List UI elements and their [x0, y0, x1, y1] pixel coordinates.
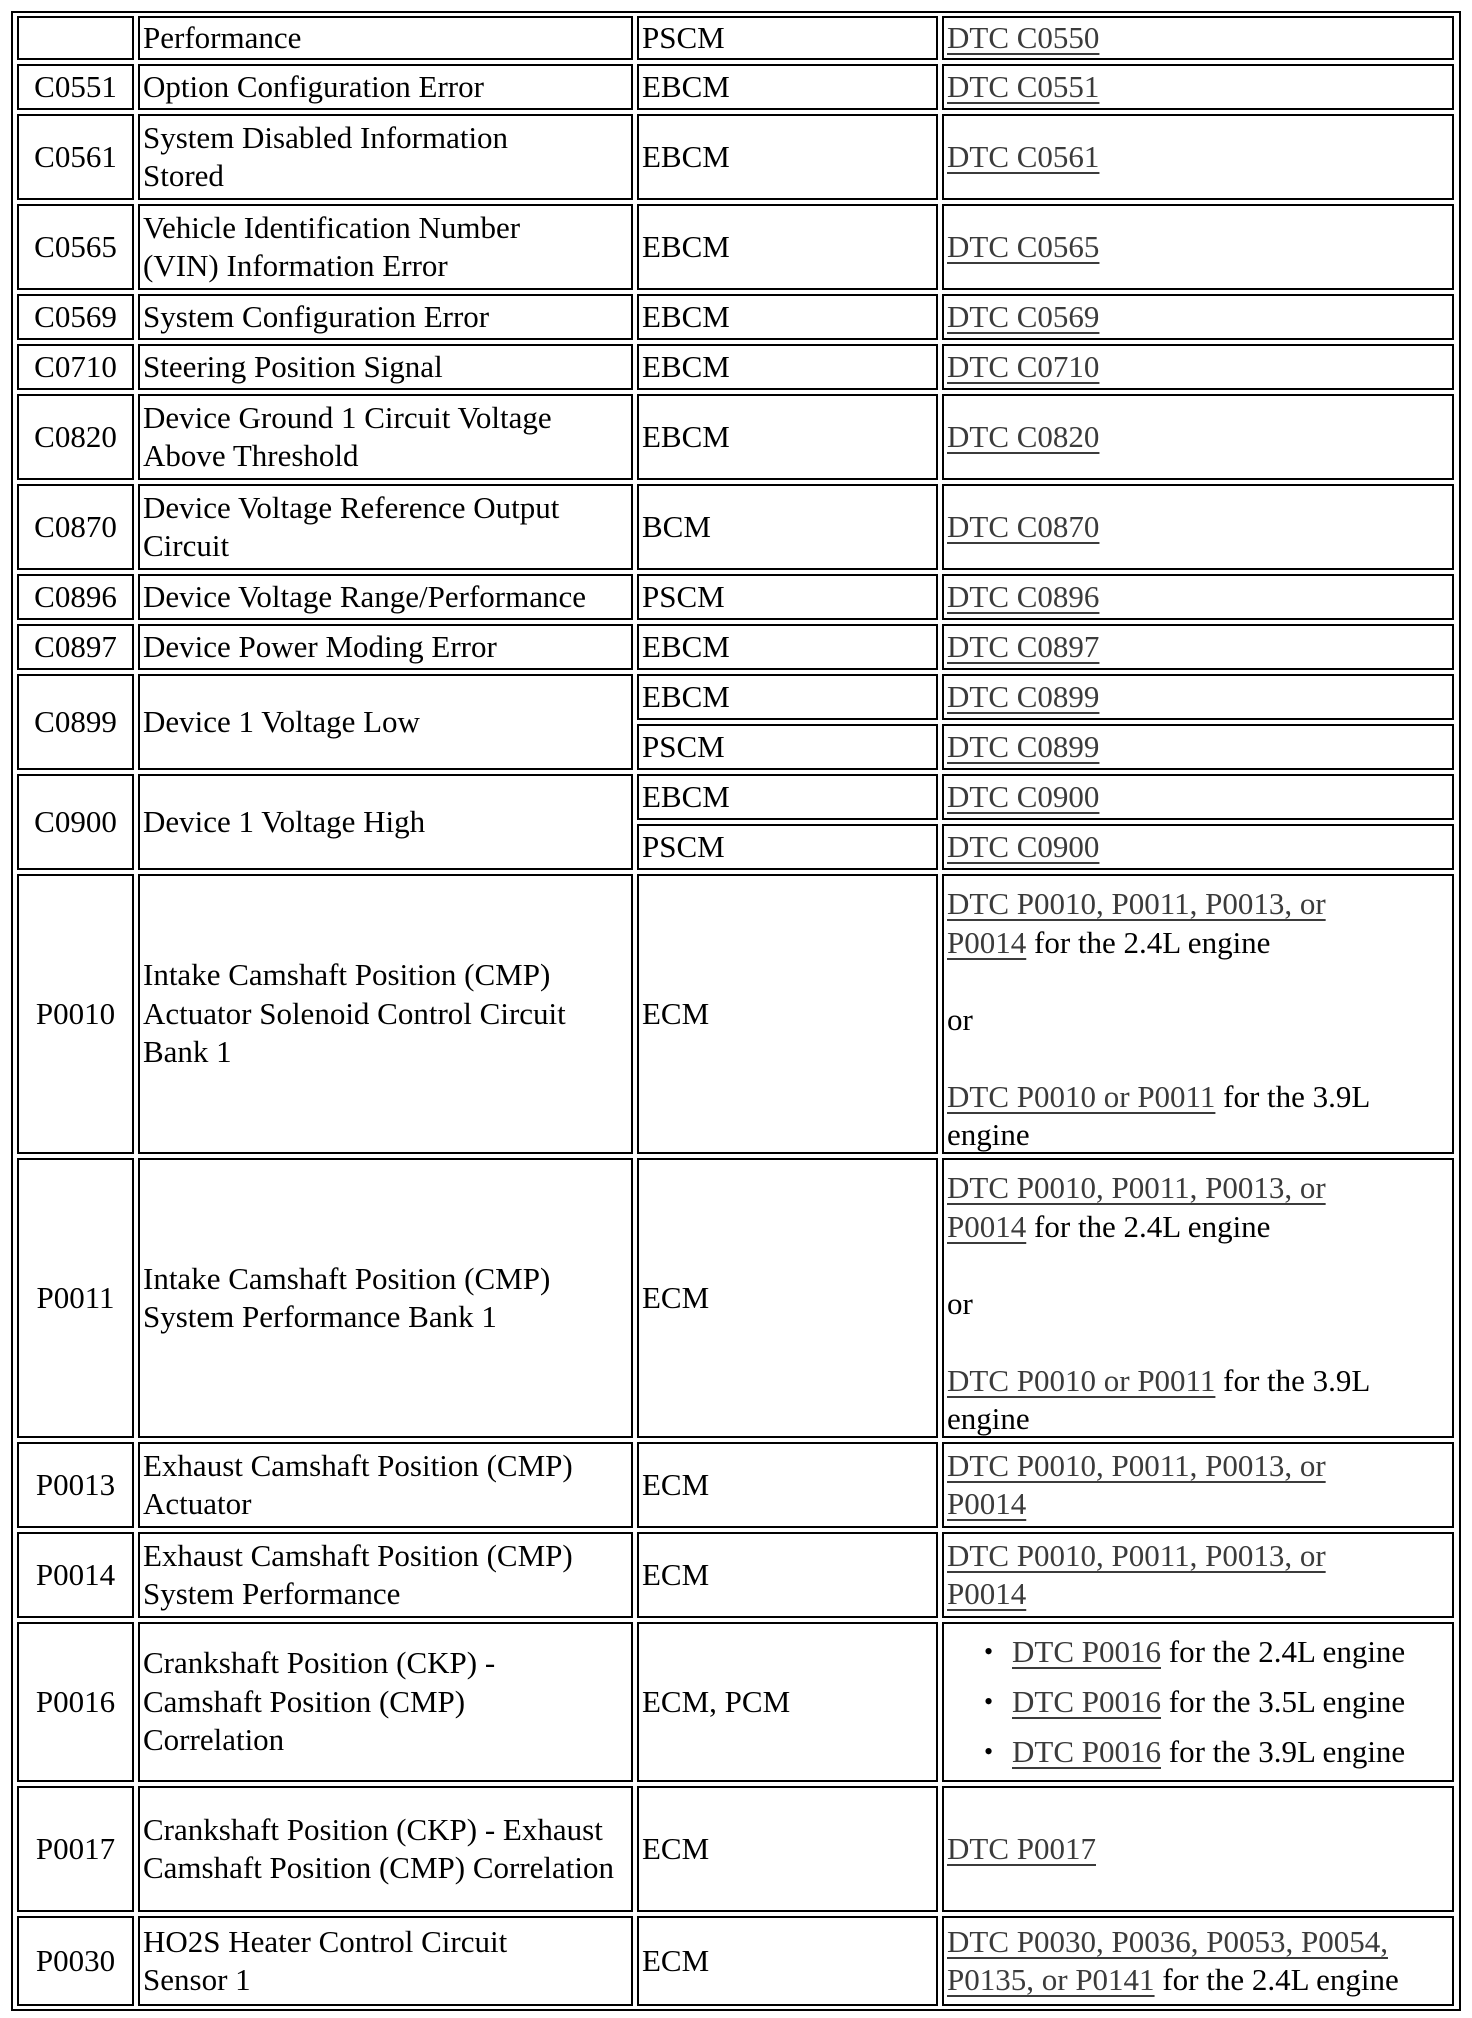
module-name: EBCM	[642, 298, 730, 334]
module-cell	[637, 484, 938, 570]
description-cell	[138, 874, 633, 1154]
link-cell	[942, 624, 1454, 670]
dtc-description: Device Ground 1 Circuit Voltage Above Threshold	[143, 399, 552, 473]
description-cell	[138, 674, 633, 770]
link-cell	[942, 114, 1454, 200]
dtc-link[interactable]: DTC P0016	[1012, 1634, 1161, 1669]
dtc-link[interactable]: DTC C0870	[947, 508, 1100, 544]
module-cell	[637, 1532, 938, 1618]
dtc-description: Device 1 Voltage High	[143, 803, 426, 839]
module-name: PSCM	[642, 728, 725, 764]
dtc-link[interactable]: DTC C0565	[947, 228, 1100, 264]
link-line	[947, 1447, 1326, 1486]
module-cell	[637, 64, 938, 110]
code-cell	[17, 394, 134, 480]
description-cell	[138, 1916, 633, 2006]
module-cell	[637, 204, 938, 290]
engine-note: for the 3.9L	[1215, 1362, 1371, 1398]
link-cell	[942, 294, 1454, 340]
module-name: ECM	[642, 1830, 710, 1866]
description-cell	[138, 1786, 633, 1912]
code-cell	[17, 624, 134, 670]
description-cell	[138, 1442, 633, 1528]
description-cell	[138, 624, 633, 670]
dtc-description: Steering Position Signal	[143, 348, 443, 384]
code-cell	[17, 874, 134, 1154]
dtc-description: Device 1 Voltage Low	[143, 703, 420, 739]
module-cell	[637, 624, 938, 670]
link-line	[947, 1923, 1388, 1962]
engine-note: for the 3.9L engine	[1161, 1734, 1406, 1769]
dtc-link[interactable]: P0135, or P0141	[947, 1962, 1155, 1997]
link-cell	[942, 574, 1454, 620]
module-name: ECM	[642, 1279, 710, 1315]
link-line	[947, 1169, 1449, 1208]
code-cell	[17, 1158, 134, 1438]
dtc-code: C0820	[34, 418, 117, 454]
dtc-code: C0900	[34, 803, 117, 839]
link-cell	[942, 824, 1454, 870]
description-cell	[138, 204, 633, 290]
engine-note: for the 2.4L engine	[1026, 1208, 1271, 1244]
dtc-description: Vehicle Identification Number (VIN) Information Error	[143, 209, 521, 283]
code-cell	[17, 1916, 134, 2006]
engine-note: for the 3.9L	[1215, 1078, 1371, 1114]
code-cell	[17, 484, 134, 570]
link-cell	[942, 774, 1454, 820]
description-cell	[138, 574, 633, 620]
dtc-code: C0710	[34, 348, 117, 384]
code-cell	[17, 344, 134, 390]
dtc-link[interactable]: DTC P0010 or P0011	[947, 1078, 1216, 1114]
module-cell	[637, 1622, 938, 1782]
dtc-description: System Configuration Error	[143, 298, 490, 334]
link-line	[947, 1208, 1449, 1247]
dtc-code: C0551	[34, 68, 117, 104]
module-cell	[637, 1786, 938, 1912]
description-cell	[138, 394, 633, 480]
description-cell	[138, 114, 633, 200]
dtc-code: C0896	[34, 578, 117, 614]
code-cell	[17, 64, 134, 110]
module-cell	[637, 824, 938, 870]
dtc-link[interactable]: DTC C0551	[947, 68, 1100, 104]
dtc-link[interactable]: DTC C0899	[947, 678, 1100, 714]
link-line	[947, 1961, 1399, 2000]
or-text: or	[947, 1001, 973, 1037]
module-name: EBCM	[642, 138, 730, 174]
link-line	[947, 924, 1449, 963]
module-cell	[637, 114, 938, 200]
dtc-link[interactable]: DTC C0897	[947, 628, 1100, 664]
dtc-code: P0010	[35, 995, 116, 1031]
dtc-code: P0013	[35, 1466, 116, 1502]
dtc-description: Intake Camshaft Position (CMP) System Performance Bank 1	[143, 1260, 551, 1334]
module-name: EBCM	[642, 628, 730, 664]
module-name: ECM	[642, 995, 710, 1031]
module-name: ECM	[642, 1942, 710, 1978]
link-cell	[942, 874, 1454, 1154]
dtc-link[interactable]: DTC P0030, P0036, P0053, P0054,	[947, 1923, 1388, 1959]
link-cell	[942, 1786, 1454, 1912]
code-cell	[17, 574, 134, 620]
dtc-description: Exhaust Camshaft Position (CMP) System Performance	[143, 1537, 573, 1611]
description-cell	[138, 16, 633, 60]
link-line	[947, 1362, 1449, 1401]
dtc-link[interactable]: DTC P0010, P0011, P0013, or	[947, 1170, 1326, 1205]
list-item	[1012, 1627, 1449, 1677]
dtc-link[interactable]: DTC P0010 or P0011	[947, 1362, 1216, 1398]
link-cell	[942, 394, 1454, 480]
engine-note: for the 2.4L engine	[1026, 924, 1271, 960]
dtc-link[interactable]: DTC P0010, P0011, P0013, or	[947, 886, 1326, 921]
module-cell	[637, 394, 938, 480]
engine-note: for the 2.4L engine	[1154, 1962, 1399, 1997]
module-cell	[637, 1442, 938, 1528]
module-name: ECM, PCM	[642, 1683, 791, 1719]
dtc-code: P0017	[35, 1830, 116, 1866]
module-name: PSCM	[642, 19, 725, 55]
code-cell	[17, 1622, 134, 1782]
dtc-link[interactable]: DTC P0016	[1012, 1684, 1161, 1719]
link-cell	[942, 484, 1454, 570]
dtc-code: P0030	[35, 1942, 116, 1978]
engine-note: for the 2.4L engine	[1161, 1634, 1406, 1669]
description-cell	[138, 484, 633, 570]
dtc-link[interactable]: DTC C0820	[947, 418, 1100, 454]
dtc-code: P0014	[35, 1556, 116, 1592]
or-text: or	[947, 1285, 973, 1321]
dtc-code: C0565	[34, 228, 117, 264]
dtc-description: System Disabled Information Stored	[143, 119, 509, 193]
code-cell	[17, 1532, 134, 1618]
dtc-description: Device Power Moding Error	[143, 628, 497, 664]
module-cell	[637, 1916, 938, 2006]
module-cell	[637, 344, 938, 390]
list-item	[1012, 1677, 1449, 1727]
dtc-link[interactable]: P0014	[947, 1486, 1027, 1521]
link-cell	[942, 344, 1454, 390]
link-line	[947, 1485, 1026, 1524]
dtc-link[interactable]: DTC P0017	[947, 1830, 1096, 1866]
module-cell	[637, 874, 938, 1154]
code-cell	[17, 1786, 134, 1912]
dtc-link[interactable]: DTC C0899	[947, 728, 1100, 764]
link-cell	[942, 1916, 1454, 2006]
engine-link-list	[972, 1627, 1449, 1777]
module-cell	[637, 774, 938, 820]
module-cell	[637, 674, 938, 720]
link-cell	[942, 724, 1454, 770]
list-item	[1012, 1727, 1449, 1777]
link-line	[947, 1537, 1326, 1576]
link-cell	[942, 204, 1454, 290]
module-cell	[637, 724, 938, 770]
module-name: EBCM	[642, 778, 730, 814]
dtc-code: C0561	[34, 138, 117, 174]
description-cell	[138, 1532, 633, 1618]
code-cell	[17, 1442, 134, 1528]
dtc-code: C0569	[34, 298, 117, 334]
link-cell	[942, 1442, 1454, 1528]
dtc-description: Exhaust Camshaft Position (CMP) Actuator	[143, 1447, 573, 1521]
dtc-code: C0870	[34, 508, 117, 544]
module-cell	[637, 16, 938, 60]
link-line	[947, 1575, 1026, 1614]
dtc-link[interactable]: DTC C0896	[947, 578, 1100, 614]
module-name: EBCM	[642, 68, 730, 104]
description-cell	[138, 344, 633, 390]
code-cell	[17, 774, 134, 870]
dtc-code: P0016	[35, 1683, 116, 1719]
dtc-link[interactable]: DTC C0900	[947, 778, 1100, 814]
dtc-description: Crankshaft Position (CKP) - Camshaft Position (CMP) Correlation	[143, 1645, 496, 1758]
dtc-link[interactable]: P0014	[947, 1576, 1027, 1611]
link-cell	[942, 1158, 1454, 1438]
code-cell	[17, 114, 134, 200]
dtc-link[interactable]: DTC C0900	[947, 828, 1100, 864]
code-cell	[17, 294, 134, 340]
dtc-description: HO2S Heater Control Circuit Sensor 1	[143, 1923, 508, 1997]
module-name: EBCM	[642, 418, 730, 454]
dtc-code: C0899	[34, 703, 117, 739]
dtc-description: Performance	[143, 19, 302, 55]
dtc-link[interactable]: DTC C0569	[947, 298, 1100, 334]
module-cell	[637, 1158, 938, 1438]
module-name: EBCM	[642, 678, 730, 714]
dtc-code: C0897	[34, 628, 117, 664]
description-cell	[138, 1158, 633, 1438]
engine-note: for the 3.5L engine	[1161, 1684, 1406, 1719]
dtc-description: Device Voltage Reference Output Circuit	[143, 489, 560, 563]
dtc-link[interactable]: P0014	[947, 924, 1027, 960]
code-cell	[17, 204, 134, 290]
dtc-link[interactable]: P0014	[947, 1208, 1027, 1244]
dtc-code: P0011	[36, 1279, 115, 1315]
dtc-link[interactable]: DTC C0561	[947, 138, 1100, 174]
module-name: ECM	[642, 1556, 710, 1592]
code-cell	[17, 674, 134, 770]
dtc-link[interactable]: DTC C0710	[947, 348, 1100, 384]
dtc-description: Device Voltage Range/Performance	[143, 578, 587, 614]
module-cell	[637, 574, 938, 620]
module-name: EBCM	[642, 228, 730, 264]
dtc-link[interactable]: DTC P0016	[1012, 1734, 1161, 1769]
link-cell	[942, 1622, 1454, 1782]
engine-note: engine	[947, 1401, 1030, 1436]
link-cell	[942, 16, 1454, 60]
link-cell	[942, 64, 1454, 110]
description-cell	[138, 64, 633, 110]
description-cell	[138, 1622, 633, 1782]
engine-note: engine	[947, 1117, 1030, 1152]
module-cell	[637, 294, 938, 340]
module-name: PSCM	[642, 828, 725, 864]
description-cell	[138, 294, 633, 340]
dtc-link[interactable]: DTC P0010, P0011, P0013, or	[947, 1447, 1326, 1483]
module-name: PSCM	[642, 578, 725, 614]
description-cell	[138, 774, 633, 870]
dtc-link[interactable]: DTC P0010, P0011, P0013, or	[947, 1537, 1326, 1573]
link-cell	[942, 1532, 1454, 1618]
link-line	[947, 1078, 1449, 1117]
table-row	[17, 16, 134, 60]
module-name: BCM	[642, 508, 711, 544]
dtc-description: Crankshaft Position (CKP) - Exhaust Camshaft Position (CMP) Correlation	[143, 1811, 615, 1885]
dtc-description: Intake Camshaft Position (CMP) Actuator Solenoid Control Circuit Bank 1	[143, 957, 566, 1070]
link-cell	[942, 674, 1454, 720]
link-line	[947, 885, 1449, 924]
dtc-description: Option Configuration Error	[143, 68, 484, 104]
module-name: ECM	[642, 1466, 710, 1502]
module-name: EBCM	[642, 348, 730, 384]
dtc-link[interactable]: DTC C0550	[947, 19, 1100, 55]
